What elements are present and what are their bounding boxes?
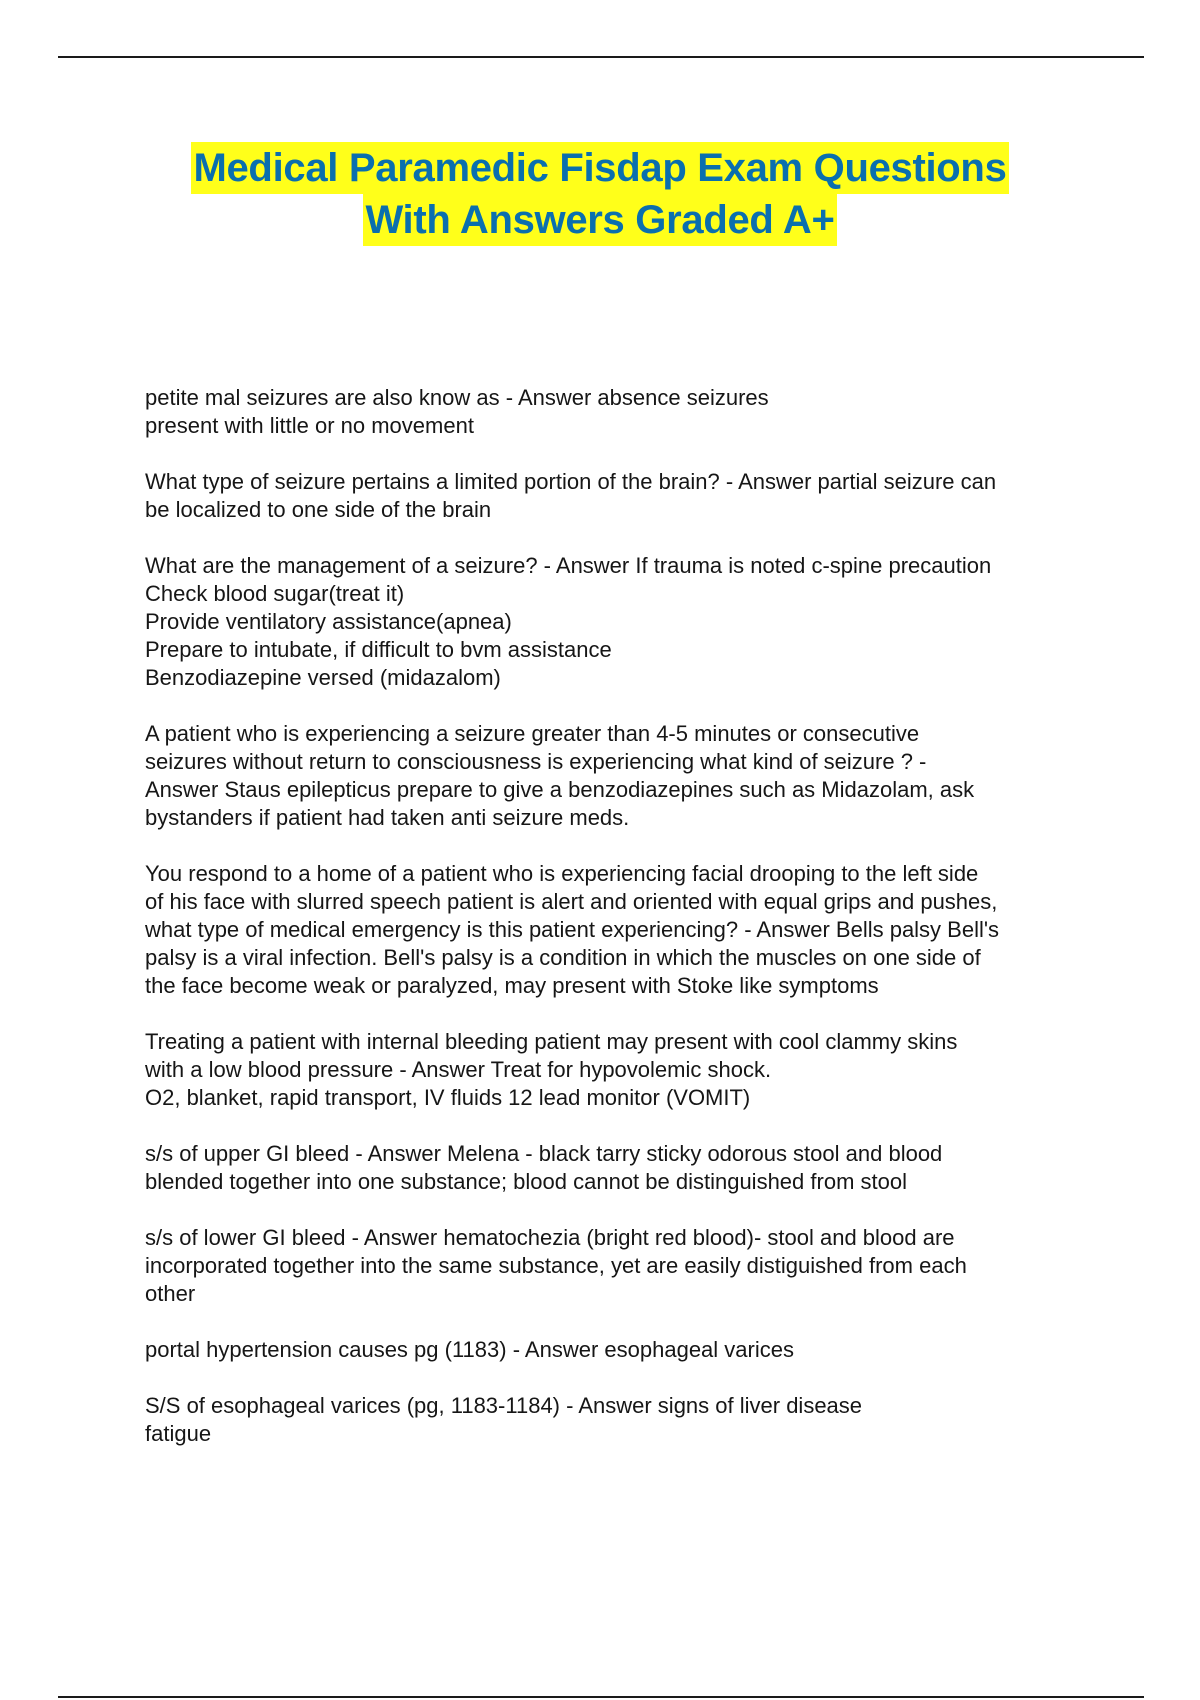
qa-text-line: S/S of esophageal varices (pg, 1183-1184) - Answer signs of liver disease: [145, 1393, 863, 1418]
qa-text-line: petite mal seizures are also know as - Answer absence seizures: [145, 385, 769, 410]
qa-text-line: Check blood sugar(treat it): [145, 581, 405, 606]
qa-entry: [145, 468, 1105, 524]
qa-entry: [145, 1336, 1105, 1364]
qa-text-line: with a low blood pressure - Answer Treat for hypovolemic shock.: [145, 1057, 772, 1082]
qa-text-line: what type of medical emergency is this patient experiencing? - Answer Bells palsy Bell's: [145, 917, 1000, 942]
qa-text-line: present with little or no movement: [145, 413, 474, 438]
bottom-rule: [58, 1696, 1144, 1698]
qa-text-line: Benzodiazepine versed (midazalom): [145, 665, 501, 690]
qa-text-line: Answer Staus epilepticus prepare to give a benzodiazepines such as Midazolam, ask: [145, 777, 975, 802]
qa-text-line: bystanders if patient had taken anti seizure meds.: [145, 805, 630, 830]
qa-text-line: What are the management of a seizure? - Answer If trauma is noted c-spine precaution: [145, 553, 992, 578]
qa-text-line: Treating a patient with internal bleeding patient may present with cool clammy skins: [145, 1029, 958, 1054]
qa-entry: [145, 1140, 1105, 1196]
qa-entry: [145, 1224, 1105, 1308]
top-rule: [58, 56, 1144, 58]
qa-entry: [145, 720, 1105, 832]
qa-text-line: O2, blanket, rapid transport, IV fluids 12 lead monitor (VOMIT): [145, 1085, 751, 1110]
qa-text-line: blended together into one substance; blood cannot be distinguished from stool: [145, 1169, 907, 1194]
qa-text-line: of his face with slurred speech patient is alert and oriented with equal grips and pushes,: [145, 889, 998, 914]
qa-text-line: portal hypertension causes pg (1183) - Answer esophageal varices: [145, 1337, 794, 1362]
qa-text-line: other: [145, 1281, 196, 1306]
document-body: [145, 384, 1105, 1476]
qa-text-line: You respond to a home of a patient who is experiencing facial drooping to the left side: [145, 861, 979, 886]
qa-text-line: incorporated together into the same substance, yet are easily distiguished from each: [145, 1253, 967, 1278]
qa-entry: [145, 1028, 1105, 1112]
qa-text-line: palsy is a viral infection. Bell's palsy is a condition in which the muscles on one side of: [145, 945, 981, 970]
qa-text-line: A patient who is experiencing a seizure greater than 4-5 minutes or consecutive: [145, 721, 920, 746]
qa-entry: [145, 860, 1105, 1000]
qa-text-line: s/s of lower GI bleed - Answer hematochezia (bright red blood)- stool and blood are: [145, 1225, 955, 1250]
qa-text-line: fatigue: [145, 1421, 212, 1446]
qa-text-line: seizures without return to consciousness is experiencing what kind of seizure ? -: [145, 749, 927, 774]
qa-entry: [145, 1392, 1105, 1448]
qa-text-line: be localized to one side of the brain: [145, 497, 492, 522]
title-line-2: With Answers Graded A+: [363, 194, 836, 246]
qa-entry: [145, 552, 1105, 692]
qa-text-line: the face become weak or paralyzed, may present with Stoke like symptoms: [145, 973, 879, 998]
qa-text-line: Prepare to intubate, if difficult to bvm assistance: [145, 637, 612, 662]
qa-text-line: Provide ventilatory assistance(apnea): [145, 609, 512, 634]
title-line-1: Medical Paramedic Fisdap Exam Questions: [191, 142, 1008, 194]
qa-text-line: s/s of upper GI bleed - Answer Melena - black tarry sticky odorous stool and blood: [145, 1141, 943, 1166]
qa-text-line: What type of seizure pertains a limited portion of the brain? - Answer partial seizure can: [145, 469, 997, 494]
qa-entry: [145, 384, 1105, 440]
document-title: [60, 142, 1140, 246]
